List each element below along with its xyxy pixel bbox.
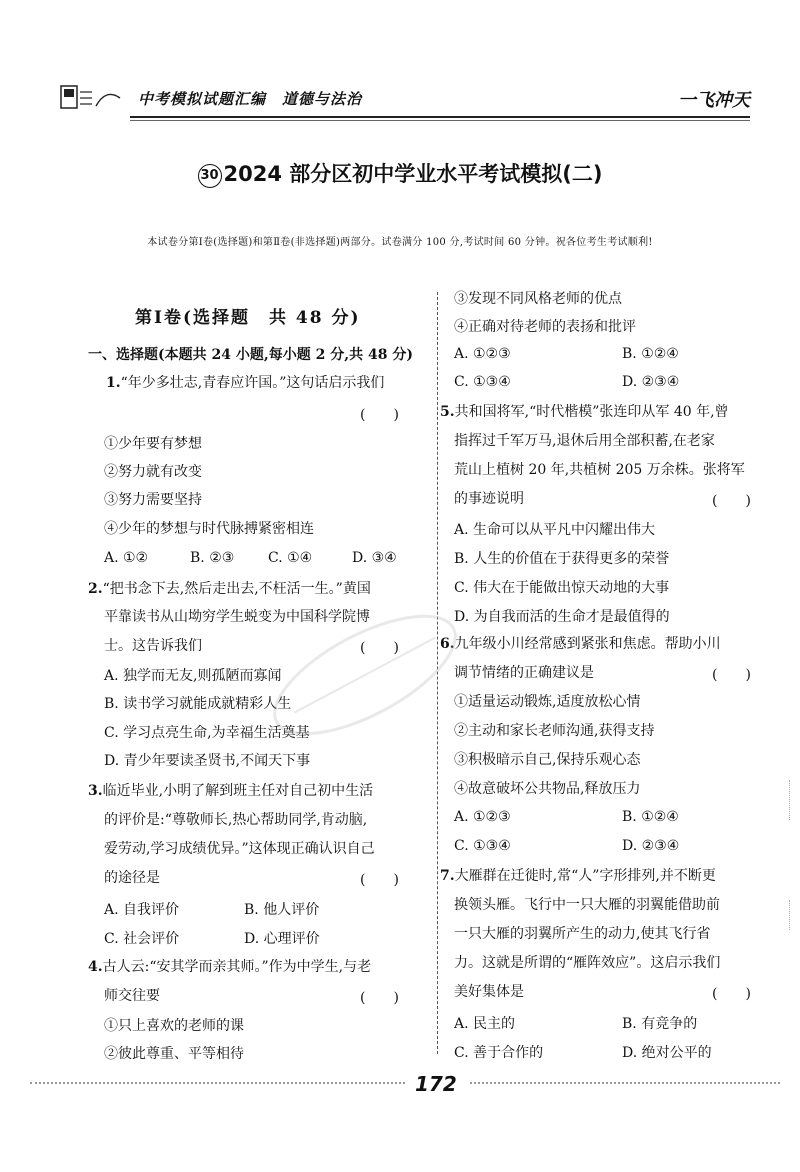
- q1-answer-bracket: ( ): [360, 407, 399, 423]
- header-rule-thin: [130, 120, 750, 121]
- q1-option-a: A. ①②: [104, 550, 149, 566]
- footer-rule-right: [470, 1082, 780, 1084]
- q6-option-a: A. ①②③: [454, 809, 511, 825]
- footer-rule-left: [30, 1082, 405, 1084]
- q1-stem: [106, 374, 384, 392]
- stamp-watermark-icon: [242, 575, 488, 775]
- q3-stem-line: 爱劳动,学习成绩优异。”这体现正确认识自己: [104, 841, 375, 857]
- q1-item: ③努力需要坚持: [104, 492, 202, 508]
- brand-logo: 一飞冲天: [678, 90, 750, 111]
- q4-item: ③发现不同风格老师的优点: [454, 291, 622, 307]
- part1-heading: 第Ⅰ卷(选择题 共 48 分): [135, 308, 361, 328]
- q2-stem: [88, 580, 371, 598]
- q7-stem-line: 一只大雁的羽翼所产生的动力,使其飞行省: [454, 926, 711, 942]
- q4-answer-bracket: ( ): [360, 990, 399, 1006]
- q5-stem: [440, 403, 729, 421]
- q3-stem-text: 临近毕业,小明了解到班主任对自己初中生活: [102, 783, 374, 799]
- q1-item: ①少年要有梦想: [104, 436, 202, 452]
- exam-title: [0, 158, 800, 188]
- q5-stem-line: 的事迹说明: [454, 491, 524, 507]
- q4-option-a: A. ①②③: [454, 346, 511, 362]
- q1-option-c: C. ①④: [268, 550, 313, 566]
- page-header: [60, 80, 750, 118]
- q3-stem-line: 的途径是: [104, 870, 160, 886]
- q1-item: ②努力就有改变: [104, 464, 202, 480]
- page-number: 172: [415, 1072, 457, 1096]
- q1-option-d: D. ③④: [352, 550, 397, 566]
- q5-option-a: A. 生命可以从平凡中闪耀出伟大: [454, 522, 656, 538]
- q1-number: 1.: [106, 375, 121, 391]
- q4-stem-line: 师交往要: [104, 988, 160, 1004]
- exam-title-text: 2024 部分区初中学业水平考试模拟(二): [223, 162, 603, 186]
- q5-option-b: B. 人生的价值在于获得更多的荣誉: [454, 551, 670, 567]
- q4-item: ②彼此尊重、平等相待: [104, 1046, 244, 1062]
- header-rule: [130, 116, 750, 118]
- q1-option-b: B. ②③: [190, 550, 235, 566]
- q6-item: ③积极暗示自己,保持乐观心态: [454, 752, 641, 768]
- section-instruction: 一、选择题(本题共 24 小题,每小题 2 分,共 48 分): [88, 347, 413, 363]
- q7-option-d: D. 绝对公平的: [622, 1045, 712, 1061]
- scan-edge-mark: [789, 780, 798, 820]
- series-logo-icon: [60, 84, 130, 112]
- exam-notice: 本试卷分第Ⅰ卷(选择题)和第Ⅱ卷(非选择题)两部分。试卷满分 100 分,考试时间 60 分钟。祝各位考生考试顺利!: [147, 237, 653, 248]
- q5-option-d: D. 为自我而活的生命才是最值得的: [454, 609, 670, 625]
- q2-option-d: D. 青少年要读圣贤书,不闻天下事: [104, 753, 311, 769]
- q4-option-d: D. ②③④: [622, 374, 680, 390]
- q3-stem-line: 的评价是:“尊敬师长,热心帮助同学,肯动脑,: [104, 812, 368, 828]
- q3-option-d: D. 心理评价: [244, 931, 320, 947]
- q4-item: ①只上喜欢的老师的课: [104, 1018, 244, 1034]
- q7-stem-text: 大雁群在迁徙时,常“人”字形排列,并不断更: [454, 868, 716, 884]
- q4-option-c: C. ①③④: [454, 374, 511, 390]
- exam-number-badge: 30: [198, 164, 222, 188]
- q1-stem-text: “年少多壮志,青春应许国。”这句话启示我们: [120, 375, 385, 391]
- q2-stem-line: 平靠读书从山坳穷学生蜕变为中国科学院博: [104, 609, 370, 625]
- q1-item: ④少年的梦想与时代脉搏紧密相连: [104, 521, 314, 537]
- q5-option-c: C. 伟大在于能做出惊天动地的大事: [454, 580, 670, 596]
- q5-stem-line: 指挥过千军万马,退休后用全部积蓄,在老家: [454, 433, 715, 449]
- q3-option-b: B. 他人评价: [244, 902, 320, 918]
- q6-stem-text: 九年级小川经常感到紧张和焦虑。帮助小川: [454, 636, 721, 652]
- q4-item: ④正确对待老师的表扬和批评: [454, 319, 636, 335]
- q6-answer-bracket: ( ): [712, 667, 751, 683]
- q6-item: ②主动和家长老师沟通,获得支持: [454, 723, 655, 739]
- q3-number: 3.: [88, 783, 103, 799]
- q4-option-b: B. ①②④: [622, 346, 679, 362]
- q6-option-d: D. ②③④: [622, 838, 680, 854]
- q4-stem-text: 古人云:“安其学而亲其师。”作为中学生,与老: [102, 959, 372, 975]
- q5-number: 5.: [440, 404, 455, 420]
- q4-stem: [88, 958, 371, 976]
- q3-option-a: A. 自我评价: [104, 902, 180, 918]
- q2-option-b: B. 读书学习就能成就精彩人生: [104, 696, 292, 712]
- q7-option-b: B. 有竞争的: [622, 1016, 698, 1032]
- q7-option-a: A. 民主的: [454, 1016, 516, 1032]
- q6-item: ④故意破坏公共物品,释放压力: [454, 781, 641, 797]
- q7-option-c: C. 善于合作的: [454, 1045, 544, 1061]
- q7-stem-line: 力。这就是所谓的“雁阵效应”。这启示我们: [454, 955, 721, 971]
- q3-answer-bracket: ( ): [360, 872, 399, 888]
- q7-stem-line: 美好集体是: [454, 984, 524, 1000]
- q7-number: 7.: [440, 868, 455, 884]
- series-title: 中考模拟试题汇编 道德与法治: [138, 90, 363, 108]
- q7-stem: [440, 867, 716, 885]
- q5-stem-line: 荒山上植树 20 年,共植树 205 万余株。张将军: [454, 462, 745, 478]
- q6-number: 6.: [440, 636, 455, 652]
- q3-option-c: C. 社会评价: [104, 931, 180, 947]
- q2-stem-line: 士。这告诉我们: [104, 638, 202, 654]
- q2-answer-bracket: ( ): [360, 640, 399, 656]
- q6-item: ①适量运动锻炼,适度放松心情: [454, 694, 641, 710]
- q3-stem: [88, 782, 373, 800]
- q7-answer-bracket: ( ): [712, 986, 751, 1002]
- scan-edge-mark: [789, 900, 798, 930]
- q5-answer-bracket: ( ): [712, 493, 751, 509]
- q2-number: 2.: [88, 581, 103, 597]
- q6-stem-line: 调节情绪的正确建议是: [454, 665, 594, 681]
- q4-number: 4.: [88, 959, 103, 975]
- q2-option-a: A. 独学而无友,则孤陋而寡闻: [104, 668, 282, 684]
- q7-stem-line: 换领头雁。飞行中一只大雁的羽翼能借助前: [454, 897, 720, 913]
- q2-option-c: C. 学习点亮生命,为幸福生活奠基: [104, 725, 310, 741]
- q6-option-c: C. ①③④: [454, 838, 511, 854]
- q6-option-b: B. ①②④: [622, 809, 679, 825]
- q5-stem-text: 共和国将军,“时代楷模”张连印从军 40 年,曾: [454, 404, 729, 420]
- q6-stem: [440, 635, 721, 653]
- q2-stem-text: “把书念下去,然后走出去,不枉活一生。”黄国: [102, 581, 371, 597]
